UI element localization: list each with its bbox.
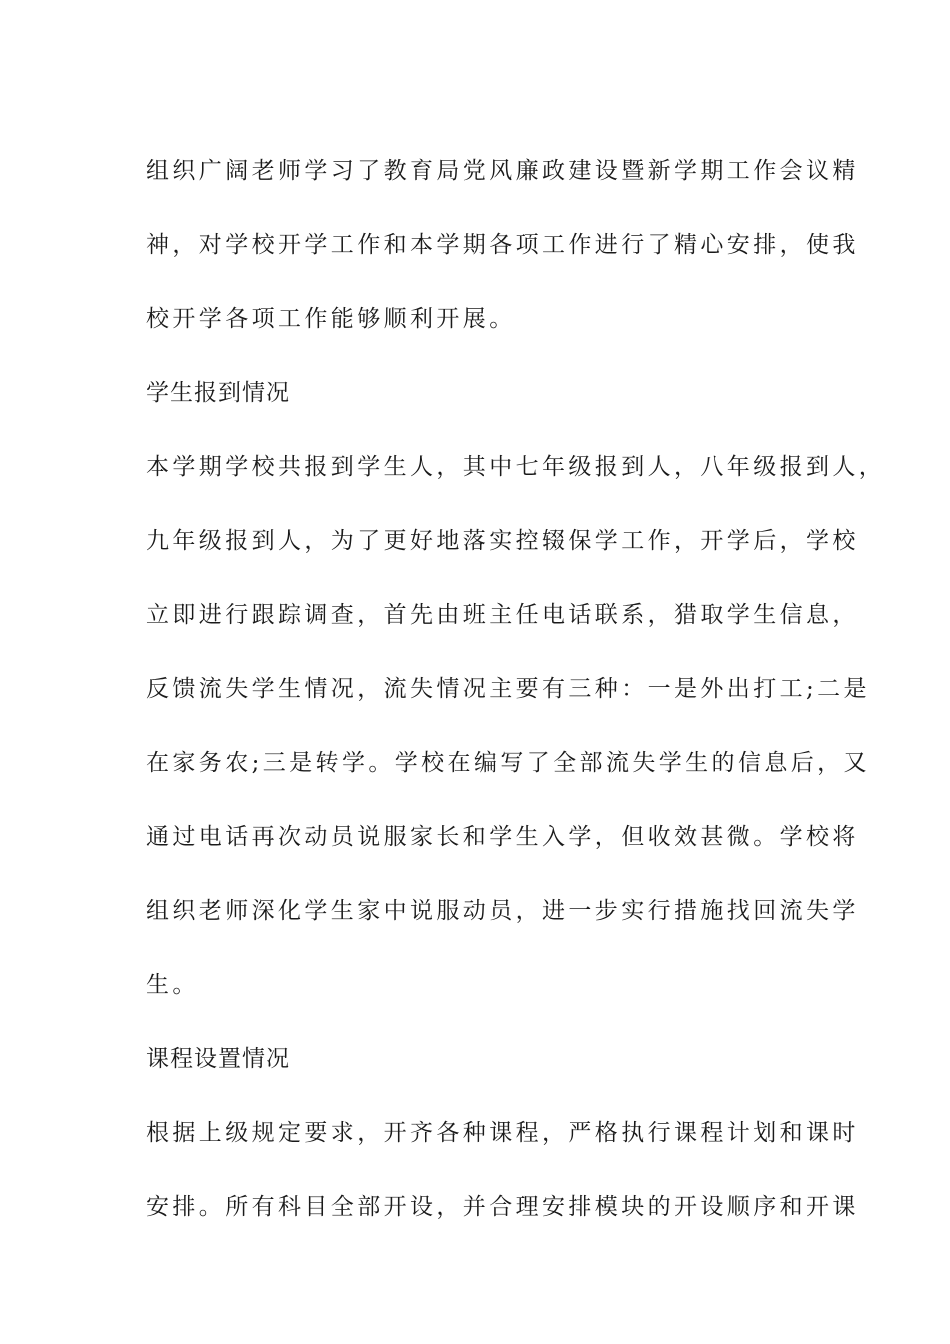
- paragraph-line: 根据上级规定要求，开齐各种课程，严格执行课程计划和课时: [146, 1120, 859, 1146]
- paragraph-line: 安排。所有科目全部开设，并合理安排模块的开设顺序和开课: [146, 1194, 859, 1220]
- document-body: [146, 134, 886, 1244]
- section-heading-course-setup: 课程设置情况: [146, 1046, 290, 1072]
- paragraph-line: 校开学各项工作能够顺利开展。: [146, 306, 516, 332]
- paragraph-line: 组织广阔老师学习了教育局党风廉政建设暨新学期工作会议精: [146, 158, 859, 184]
- paragraph-line: 在家务农;三是转学。学校在编写了全部流失学生的信息后，又: [146, 750, 870, 776]
- paragraph-line: 立即进行跟踪调查，首先由班主任电话联系，猎取学生信息，: [146, 602, 859, 628]
- paragraph-line: 反馈流失学生情况，流失情况主要有三种：一是外出打工;二是: [146, 676, 870, 702]
- paragraph-line: 神，对学校开学工作和本学期各项工作进行了精心安排，使我: [146, 232, 859, 258]
- paragraph-line: 九年级报到人，为了更好地落实控辍保学工作，开学后，学校: [146, 528, 859, 554]
- section-heading-student-registration: 学生报到情况: [146, 380, 290, 406]
- paragraph-line: 通过电话再次动员说服家长和学生入学，但收效甚微。学校将: [146, 824, 859, 850]
- paragraph-line: 组织老师深化学生家中说服动员，进一步实行措施找回流失学: [146, 898, 859, 924]
- paragraph-line: 本学期学校共报到学生人，其中七年级报到人，八年级报到人，: [146, 454, 886, 480]
- paragraph-line: 生。: [146, 972, 199, 998]
